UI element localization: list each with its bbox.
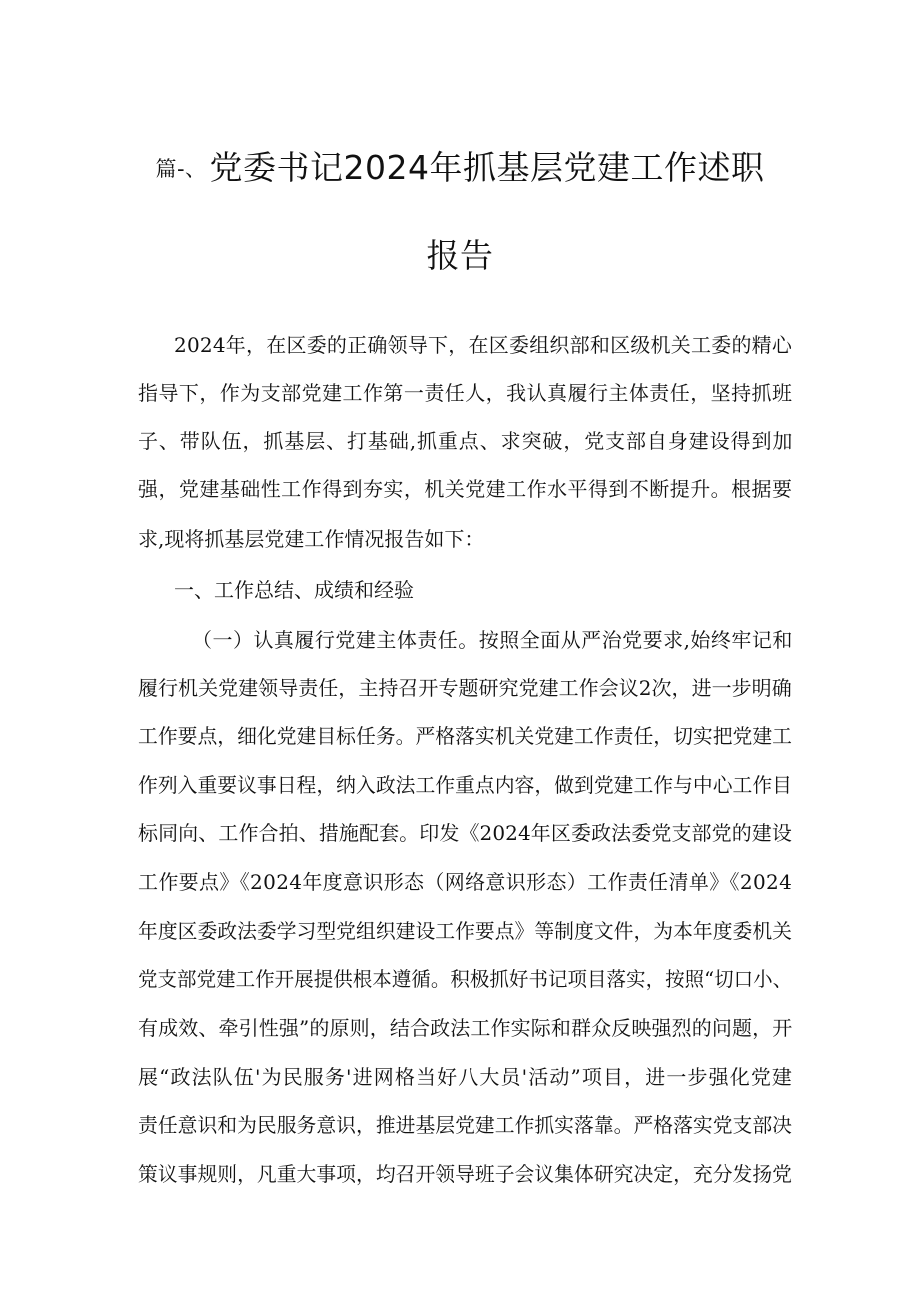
title-text: 党委书记2024年抓基层党建工作述职 [209, 148, 765, 187]
paragraph-line: 子、带队伍，抓基层、打基础,抓重点、求突破，党支部自身建设得到加 [138, 429, 794, 453]
paragraph-line: 2024年，在区委的正确领导下，在区委组织部和区级机关工委的精心 [174, 333, 793, 357]
paragraph-line: 党支部党建工作开展提供根本遵循。积极抓好书记项目落实，按照“切口小、 [138, 967, 793, 991]
paragraph-line: 求,现将抓基层党建工作情况报告如下： [138, 527, 485, 551]
title-prefix: 篇-、 [155, 156, 207, 181]
paragraph-line: 责任意识和为民服务意识，推进基层党建工作抓实落靠。严格落实党支部决 [138, 1113, 792, 1137]
paragraph-line: 策议事规则，凡重大事项，均召开领导班子会议集体研究决定，充分发扬党 [138, 1162, 792, 1186]
paragraph-line: 有成效、牵引性强”的原则，结合政法工作实际和群众反映强烈的问题，开 [138, 1016, 793, 1040]
section-heading: 一、工作总结、成绩和经验 [174, 578, 414, 602]
paragraph-line: 指导下，作为支部党建工作第一责任人，我认真履行主体责任，坚持抓班 [138, 381, 793, 405]
paragraph-line: 展“政法队伍'为民服务'进网格当好八大员'活动”项目，进一步强化党建 [138, 1065, 794, 1089]
paragraph-line: 强，党建基础性工作得到夯实，机关党建工作水平得到不断提升。根据要 [138, 477, 793, 501]
paragraph-line: （一）认真履行党建主体责任。按照全面从严治党要求,始终牢记和 [192, 628, 793, 652]
document-title-line-1 [120, 142, 800, 189]
paragraph-line: 作列入重要议事日程，纳入政法工作重点内容，做到党建工作与中心工作目 [138, 773, 792, 797]
paragraph-line: 工作要点》《2024年度意识形态（网络意识形态）工作责任清单》《2024 [138, 870, 793, 894]
paragraph-line: 标同向、工作合拍、措施配套。印发《2024年区委政法委党支部党的建设 [138, 821, 792, 845]
paragraph-line: 履行机关党建领导责任，主持召开专题研究党建工作会议2次，进一步明确 [138, 676, 792, 700]
document-title-line-2: 报告 [426, 236, 494, 275]
paragraph-line: 工作要点，细化党建目标任务。严格落实机关党建工作责任，切实把党建工 [138, 724, 792, 748]
paragraph-line: 年度区委政法委学习型党组织建设工作要点》等制度文件，为本年度委机关 [138, 919, 792, 943]
